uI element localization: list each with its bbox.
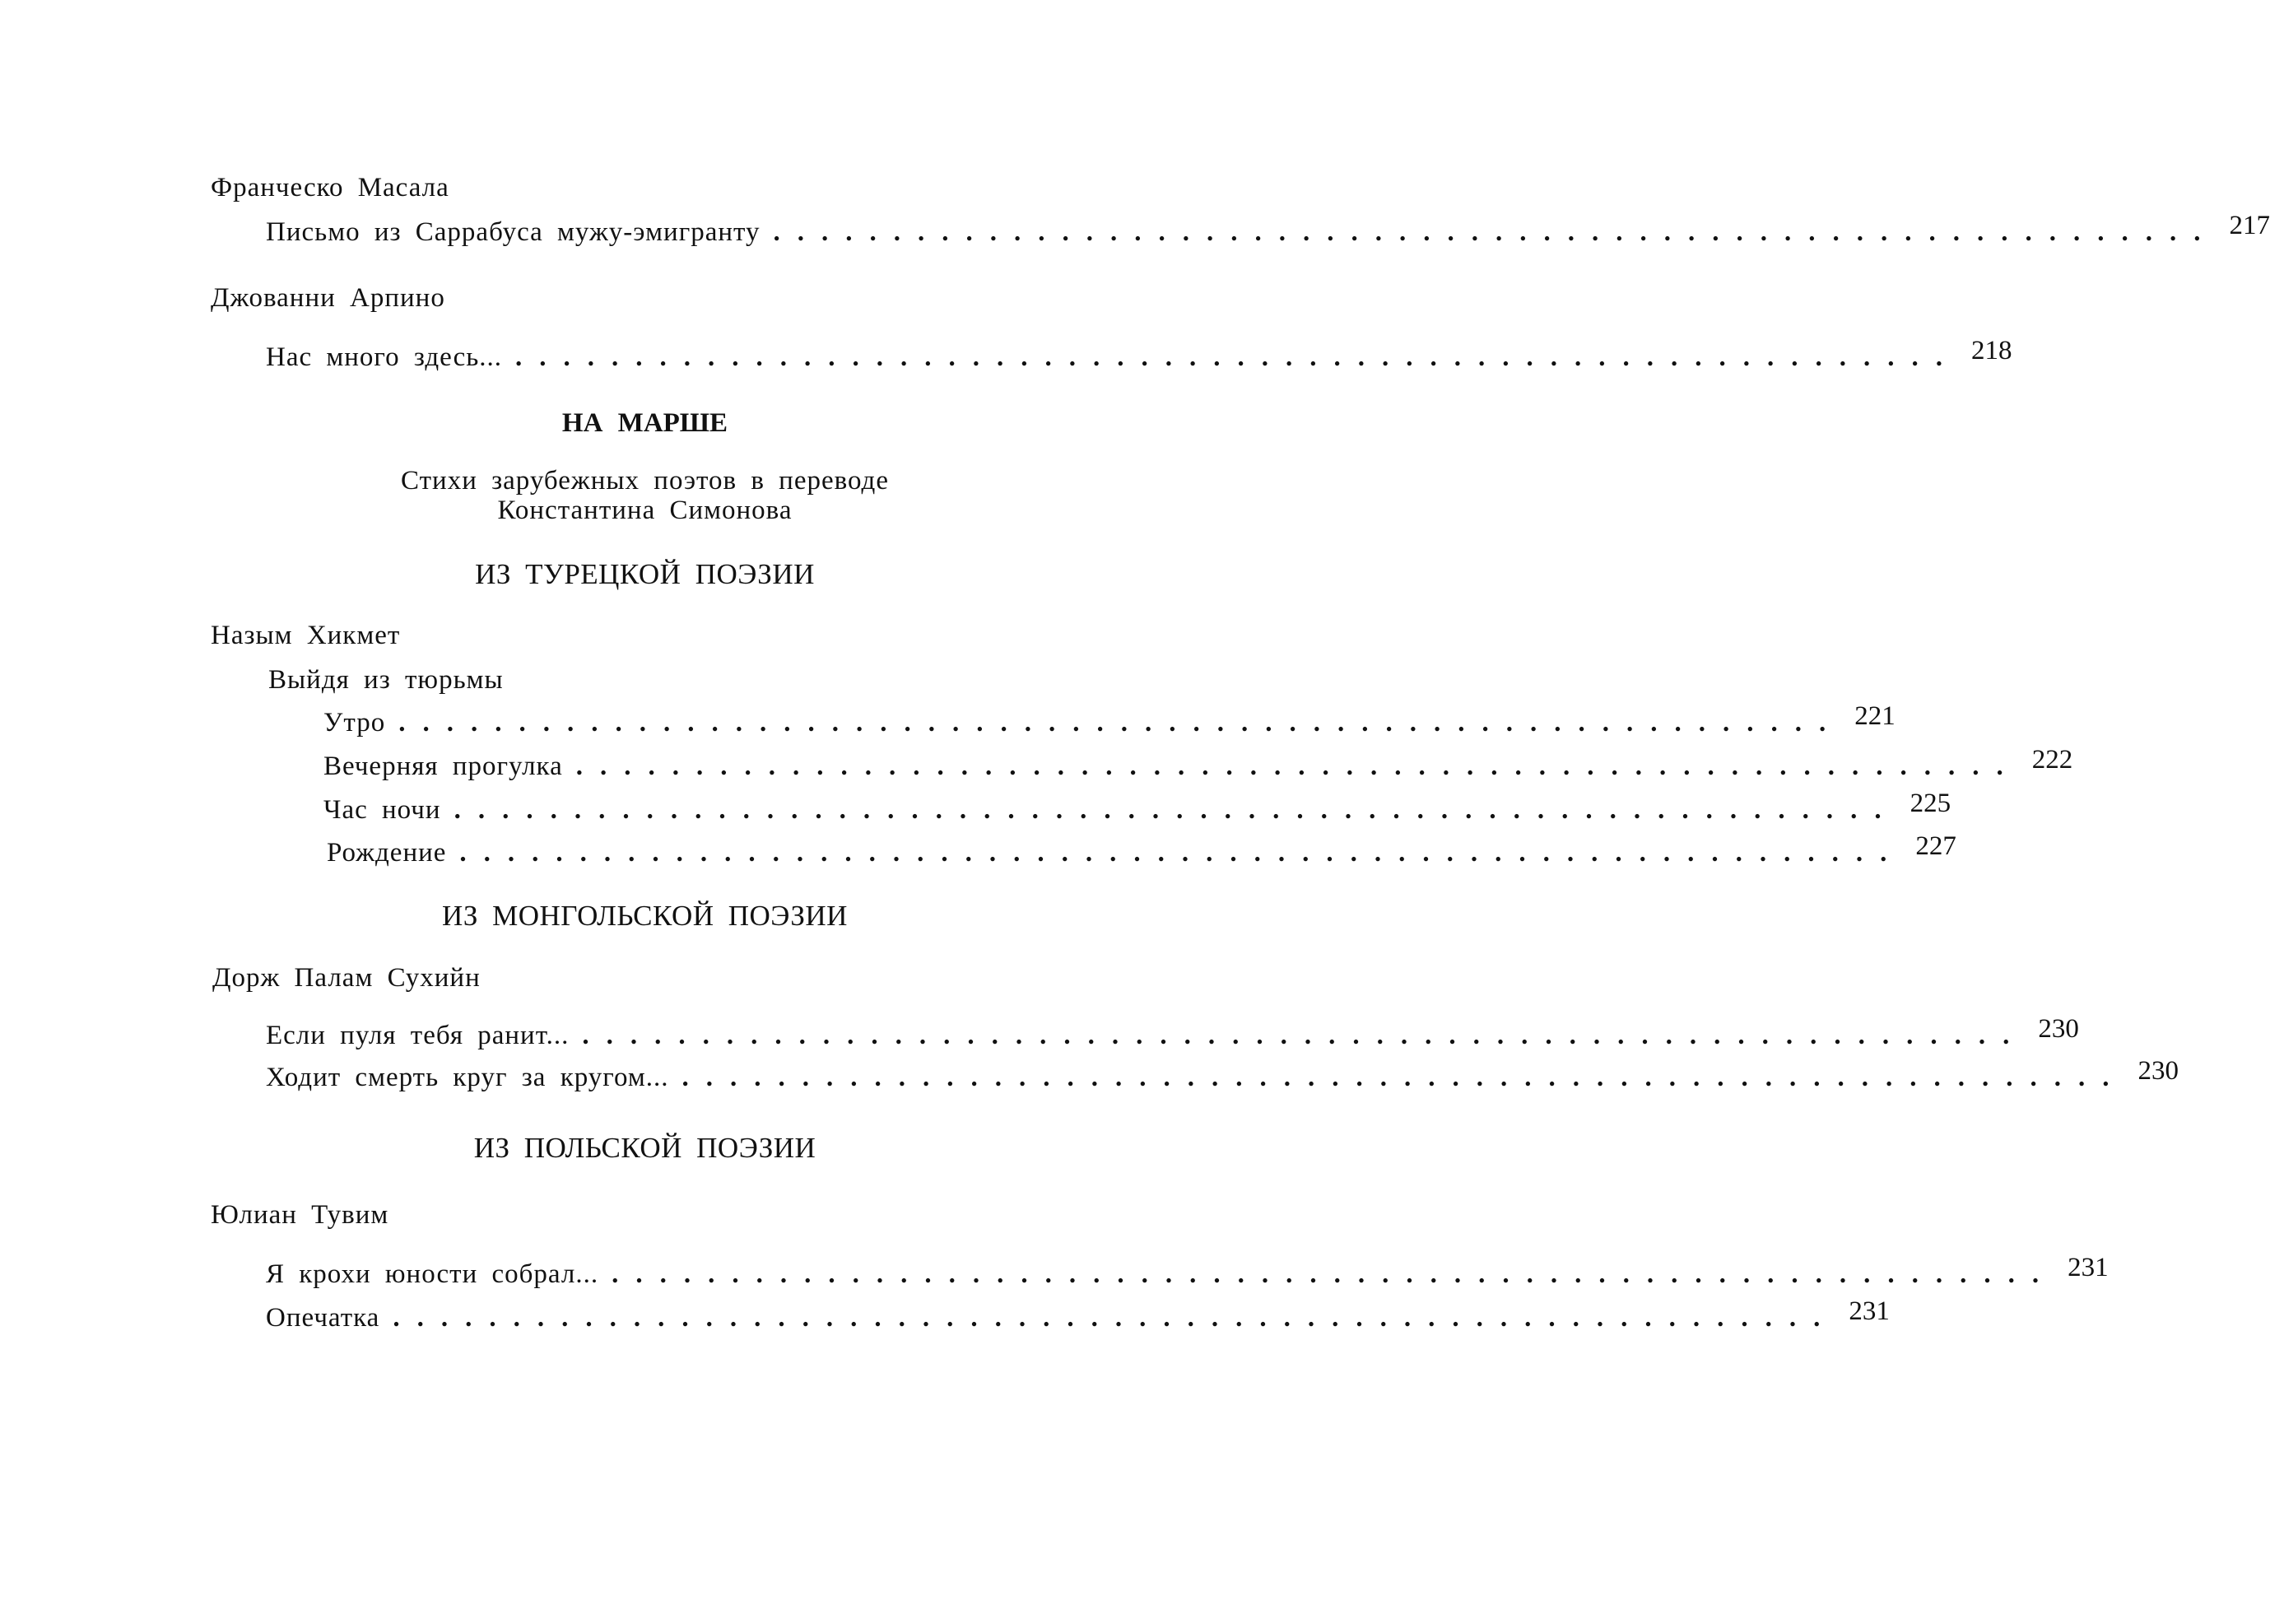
- section-heading-polish: ИЗ ПОЛЬСКОЙ ПОЭЗИИ: [473, 1132, 816, 1164]
- section-heading-turkish: ИЗ ТУРЕЦКОЙ ПОЭЗИИ: [475, 558, 815, 590]
- part-subtitle-line-1: Стихи зарубежных поэтов в переводе: [401, 466, 889, 496]
- toc-entry[interactable]: [323, 745, 2073, 783]
- toc-entry-title: Опечатка: [266, 1303, 380, 1333]
- dot-leader: ............................................................: [454, 795, 1899, 825]
- dot-leader: ............................................................: [398, 708, 1844, 738]
- toc-entry[interactable]: [323, 789, 1951, 826]
- toc-entry[interactable]: [266, 1014, 2079, 1052]
- dot-leader: ............................................................: [582, 1021, 2027, 1050]
- toc-entry-page: 221: [1854, 701, 1896, 731]
- dot-leader: ............................................................: [773, 217, 2218, 247]
- toc-entry-title: Нас много здесь...: [266, 342, 503, 372]
- toc-entry-title: Если пуля тебя ранит...: [266, 1021, 570, 1050]
- dot-leader: ............................................................: [575, 752, 2021, 781]
- toc-entry[interactable]: [266, 1056, 2179, 1094]
- dot-leader: ............................................................: [681, 1063, 2127, 1092]
- part-subtitle-line-2: Константина Симонова: [497, 496, 793, 525]
- toc-entry[interactable]: [266, 1296, 1890, 1334]
- dot-leader: ............................................................: [459, 838, 1905, 868]
- toc-entry-page: 222: [2031, 745, 2073, 775]
- toc-entry-title: Утро: [323, 708, 386, 738]
- toc-entry[interactable]: [327, 831, 1956, 869]
- part-title: НА МАРШЕ: [561, 408, 728, 438]
- toc-entry-page: 227: [1915, 831, 1956, 861]
- toc-entry-page: 225: [1909, 789, 1951, 818]
- author-name: Франческо Масала: [211, 173, 449, 202]
- toc-entry[interactable]: [323, 701, 1896, 739]
- toc-entry-title: Письмо из Саррабуса мужу-эмигранту: [266, 217, 761, 247]
- toc-entry-page: 230: [2137, 1056, 2179, 1086]
- section-heading-mongolian: ИЗ МОНГОЛЬСКОЙ ПОЭЗИИ: [442, 900, 848, 932]
- dot-leader: ............................................................: [393, 1303, 1838, 1333]
- author-name: Дорж Палам Сухийн: [212, 963, 481, 993]
- toc-entry-page: 231: [1849, 1296, 1890, 1326]
- toc-entry-page: 218: [1971, 336, 2012, 365]
- toc-entry-page: 231: [2068, 1253, 2109, 1282]
- toc-entry[interactable]: [266, 1253, 2109, 1291]
- toc-entry-title: Я крохи юности собрал...: [266, 1259, 599, 1289]
- toc-entry-title: Час ночи: [323, 795, 441, 825]
- toc-entry-title: Вечерняя прогулка: [323, 752, 563, 781]
- toc-entry[interactable]: [266, 336, 2012, 374]
- dot-leader: ............................................................: [612, 1259, 2057, 1289]
- toc-entry-title: Ходит смерть круг за кругом...: [266, 1063, 669, 1092]
- toc-entry-title: Рождение: [327, 838, 447, 868]
- author-name: Джованни Арпино: [211, 283, 445, 313]
- toc-entry-page: 217: [2229, 211, 2270, 240]
- dot-leader: ............................................................: [515, 342, 1961, 372]
- author-name: Назым Хикмет: [211, 621, 401, 650]
- author-name: Юлиан Тувим: [211, 1200, 389, 1230]
- cycle-title: Выйдя из тюрьмы: [268, 665, 504, 695]
- toc-entry[interactable]: [266, 211, 2270, 249]
- toc-entry-page: 230: [2038, 1014, 2079, 1044]
